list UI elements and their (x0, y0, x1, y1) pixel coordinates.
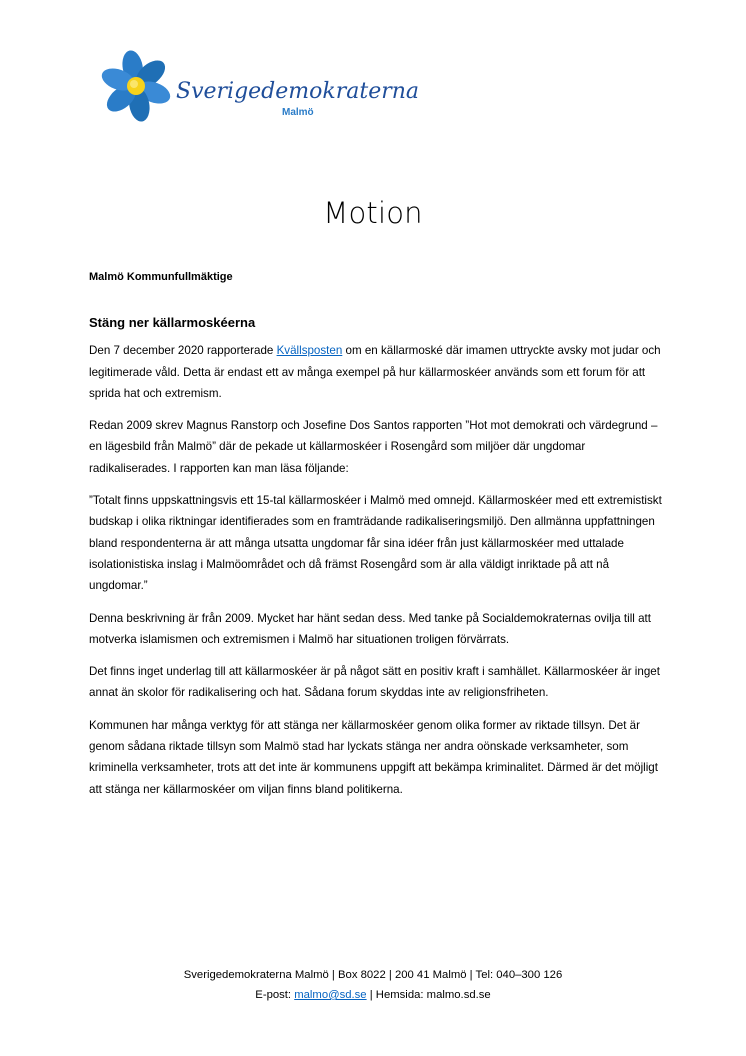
paragraph-2: Redan 2009 skrev Magnus Ranstorp och Josefine Dos Santos rapporten ”Hot mot demokrati och värdegrund – en lägesbild från Malmö” där de pekade ut källarmoskéer i Rosengård som miljöer där ungdomar radikaliserades. I rapporten kan man läsa följande: (89, 419, 658, 475)
document-title: Motion (323, 196, 423, 230)
kvallsposten-link[interactable]: Kvällsposten (276, 344, 343, 358)
logo-sub: Malmö (282, 107, 314, 118)
document-body (89, 312, 669, 811)
footer-email-label: E-post: (255, 989, 295, 1001)
email-link[interactable]: malmo@sd.se (294, 989, 367, 1001)
paragraph-4: Denna beskrivning är från 2009. Mycket har hänt sedan dess. Med tanke på Socialdemokraternas ovilja till att motverka islamismen och extremismen i Malmö har situationen troligen förvärrats. (89, 611, 651, 646)
motion-heading: Stäng ner källarmoskéerna (89, 315, 256, 330)
paragraph-6: Kommunen har många verktyg för att stänga ner källarmoskéer genom olika former av riktade tillsyn. Det är genom sådana riktade tillsyn som Malmö stad har lyckats stänga ner andra oönskade verksamheter, som kriminella verksamheter, trots att det inte är kommunens uppgift att bekämpa kriminalitet. Därmed är det möjligt att stänga ner källarmoskéer om viljan finns bland politikerna. (89, 718, 658, 796)
footer-contact (0, 985, 746, 1005)
flower-logo-icon (96, 52, 420, 127)
p1-text-after: om en källarmoské där imamen uttryckte avsky mot judar och legitimerade våld. Detta är endast ett av många exempel på hur källarmoskéer används som ett forum för att sprida hat och extremism. (89, 344, 661, 400)
recipient: Malmö Kommunfullmäktige (89, 271, 233, 283)
paragraph-5: Det finns inget underlag till att källarmoskéer är på något sätt en positiv kraft i samhället. Källarmoskéer är inget annat än skolor för radikalisering och hat. Sådana forum skyddas inte av religionsfriheten. (89, 665, 660, 700)
footer-website: | Hemsida: malmo.sd.se (366, 989, 491, 1001)
paragraph-1 (89, 340, 669, 404)
footer-address: Sverigedemokraterna Malmö | Box 8022 | 200 41 Malmö | Tel: 040–300 126 (183, 969, 563, 981)
party-logo (96, 52, 420, 127)
p1-text-before: Den 7 december 2020 rapporterade (89, 344, 277, 358)
page-footer (0, 965, 746, 1005)
paragraph-quote: ”Totalt finns uppskattningsvis ett 15-tal källarmoskéer i Malmö med omnejd. Källarmoskéer med ett extremistiskt budskap i olika riktningar identifierades som en framträdande radikaliseringsmiljö. Den allmänna uppfattningen bland respondenterna är att många utsatta ungdomar får sina idéer från just källarmoskéer med uttalade isolationistiska inslag i Malmöområdet och då främst Rosengård som är alla väldigt inriktade på att nå ungdomar.” (89, 494, 662, 593)
logo-wordmark: Sverigedemokraterna (176, 79, 420, 104)
